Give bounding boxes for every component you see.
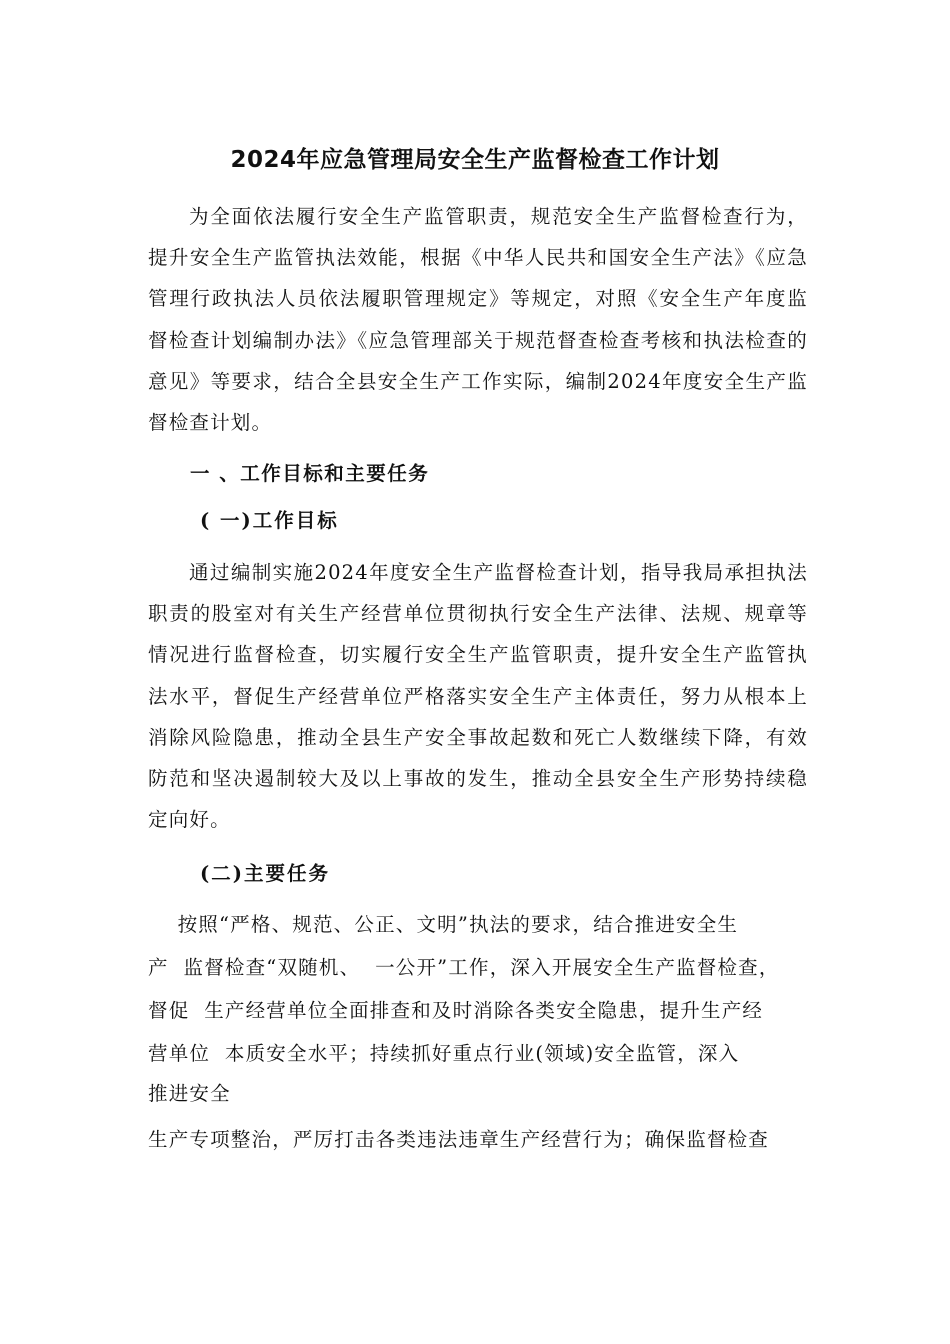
continuation-line: 生产专项整治，严厉打击各类违法违章生产经营行为；确保监督检查: [148, 1128, 770, 1151]
subsection-heading-work-goals: ( 一)工作目标: [200, 509, 339, 532]
work-goals-paragraph: 通过编制实施2024年度安全生产监督检查计划，指导我局承担执法职责的股室对有关生产经营单位贯彻执行安全生产法律、法规、规章等情况进行监督检查，切实履行安全生产监管职责，提升安全生产监管执法水平，督促生产经营单位严格落实安全生产主体责任，努力从根本上消除风险隐患，推动全县生产安全事故起数和死亡人数继续下降，有效防范和坚决遏制较大及以上事故的发生，推动全县安全生产形势持续稳定向好。: [148, 561, 808, 832]
intro-paragraph: 为全面依法履行安全生产监管职责，规范安全生产监督检查行为，提升安全生产监管执法效能，根据《中华人民共和国安全生产法》《应急管理行政执法人员依法履职管理规定》等规定，对照《安全生产年度监督检查计划编制办法》《应急管理部关于规范督查检查考核和执法检查的意见》等要求，结合全县安全生产工作实际，编制2024年度安全生产监督检查计划。: [148, 205, 808, 435]
main-tasks-line: 推进安全: [148, 1082, 231, 1105]
document-title: 2024年应急管理局安全生产监督检查工作计划: [230, 147, 720, 173]
main-tasks-line: 督促 生产经营单位全面排查和及时消除各类安全隐患，提升生产经: [148, 999, 764, 1022]
subsection-heading-main-tasks: (二)主要任务: [200, 862, 330, 885]
main-tasks-line: 产 监督检查“双随机、 一公开”工作，深入开展安全生产监督检查，: [148, 956, 780, 979]
section-heading-goals-tasks: 一 、工作目标和主要任务: [190, 462, 430, 485]
main-tasks-line: 按照“严格、规范、公正、文明”执法的要求，结合推进安全生: [148, 913, 739, 936]
main-tasks-line: 营单位 本质安全水平；持续抓好重点行业(领域)安全监管，深入: [148, 1042, 740, 1065]
